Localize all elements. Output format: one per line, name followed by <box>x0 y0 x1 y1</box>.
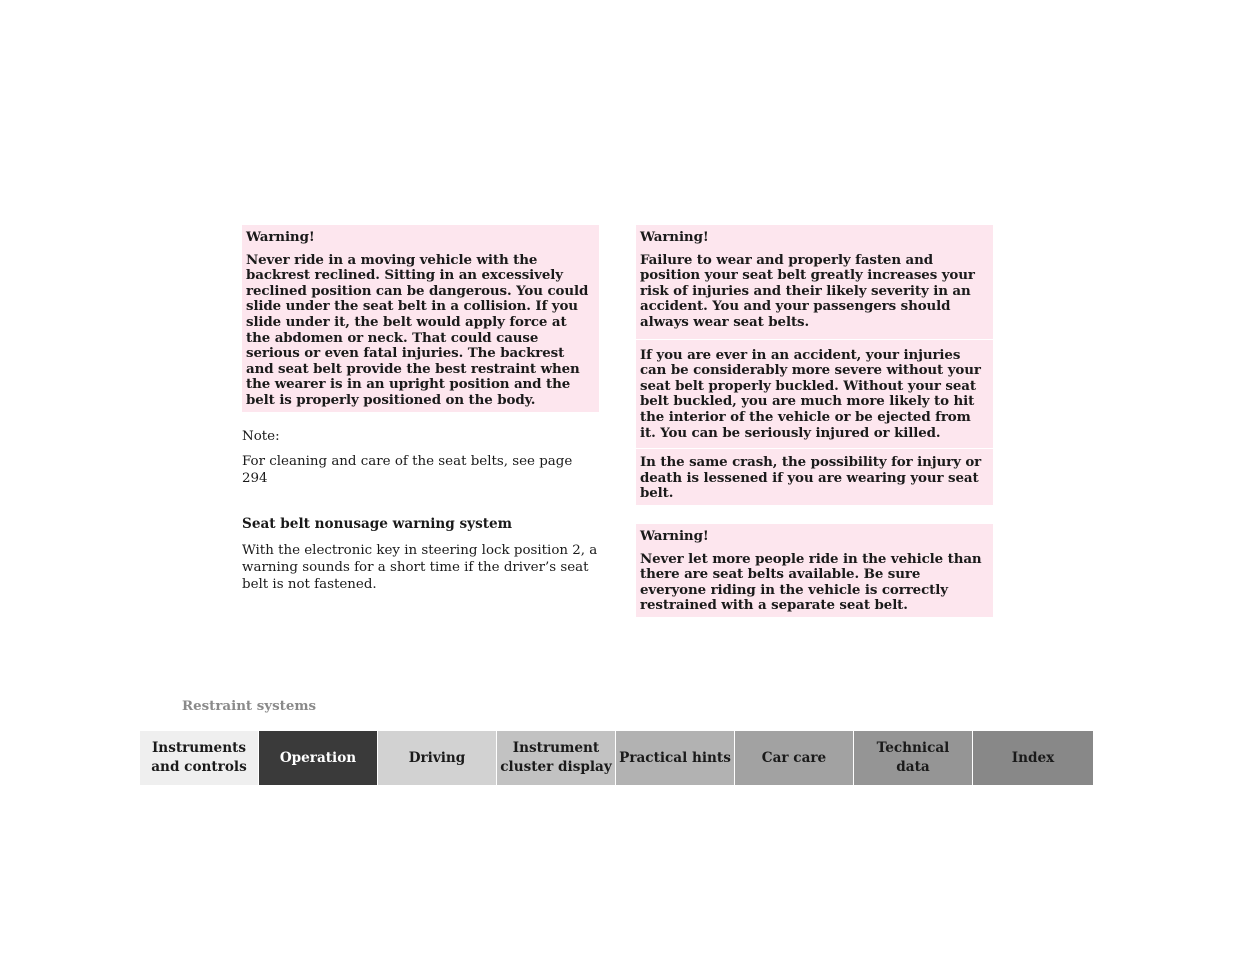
warning-box-backrest <box>242 225 599 412</box>
note-text: For cleaning and care of the seat belts, see page 294 <box>242 453 573 486</box>
nav-tab-practical-hints[interactable]: Practical hints <box>616 731 735 785</box>
nav-tab-instrument-cluster-display[interactable]: Instrument cluster display <box>497 731 616 785</box>
warning-text: Never let more people ride in the vehicle than there are seat belts available. Be sure everyone riding in the vehicle is correctly restrained with a separate seat belt. <box>640 550 982 614</box>
warning-title: Warning! <box>640 527 709 544</box>
warning-paragraph: In the same crash, the possibility for injury or death is lessened if you are wearing your seat belt. <box>640 454 982 502</box>
nav-tab-technical-data[interactable]: Technical data <box>854 731 973 785</box>
nav-tab-driving[interactable]: Driving <box>378 731 497 785</box>
warning-paragraph: If you are ever in an accident, your injuries can be considerably more severe without your seat belt properly buckled. Without your seat belt buckled, you are much more likely to hit the interior of the vehicle or be ejected from it. You can be seriously injured or killed. <box>640 346 981 441</box>
nav-tab-instruments-and-controls[interactable]: Instruments and controls <box>140 731 259 785</box>
divider <box>636 339 993 340</box>
section-heading: Seat belt nonusage warning system <box>242 515 513 532</box>
chapter-navigation <box>140 731 1095 785</box>
nav-tab-index[interactable]: Index <box>973 731 1093 785</box>
warning-box-occupancy <box>636 524 993 617</box>
nav-tab-operation[interactable]: Operation <box>259 731 378 785</box>
divider <box>636 448 993 449</box>
warning-text: Never ride in a moving vehicle with the backrest reclined. Sitting in an excessively reclined position can be dangerous. You could slide under the seat belt in a collision. If you slide under it, the belt would apply force at the abdomen or neck. That could cause serious or even fatal injuries. The backrest and seat belt provide the best restraint when the wearer is in an upright position and the belt is properly positioned on the body. <box>246 251 589 408</box>
warning-title: Warning! <box>246 229 315 245</box>
note-label: Note: <box>242 428 280 444</box>
section-text: With the electronic key in steering lock position 2, a warning sounds for a short time if the driver’s seat belt is not fastened. <box>242 542 598 592</box>
warning-box-seat-belt <box>636 225 993 505</box>
warning-title: Warning! <box>640 229 709 245</box>
right-column <box>636 225 993 617</box>
left-column <box>242 225 599 593</box>
warning-paragraph: Failure to wear and properly fasten and position your seat belt greatly increases your risk of injuries and their likely severity in an accident. You and your passengers should always wear seat belts. <box>640 251 975 330</box>
section-footer-title: Restraint systems <box>182 698 317 714</box>
nav-tab-car-care[interactable]: Car care <box>735 731 854 785</box>
